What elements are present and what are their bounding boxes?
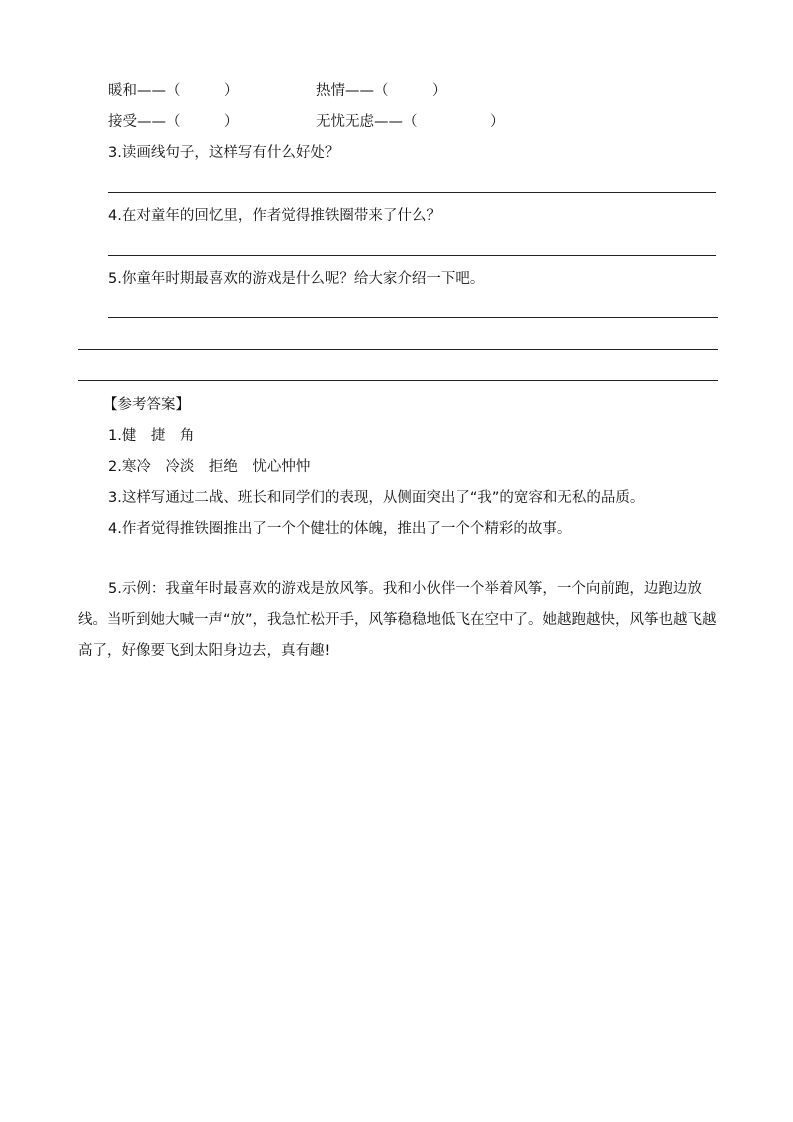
answer-4: 4.作者觉得推铁圈推出了一个个健壮的体魄，推出了一个个精彩的故事。: [108, 521, 572, 537]
answer-line-q5-2: [78, 349, 718, 350]
answer-2: 2.寒冷 冷淡 拒绝 忧心忡忡: [108, 459, 311, 475]
answer-1: 1.健 捷 角: [108, 428, 195, 444]
synonym-accept: 接受——（ ）: [108, 114, 239, 130]
answer-line-q3: [108, 192, 716, 193]
question-4: 4.在对童年的回忆里，作者觉得推铁圈带来了什么？: [108, 208, 441, 224]
answer-5-text: 5.示例：我童年时最喜欢的游戏是放风筝。我和小伙伴一个举着风筝，一个向前跑，边跑边放线。当听到她大喊一声“放”，我急忙松开手，风筝稳稳地低飞在空中了。她越跑越快，风筝也越飞越高了，好像要飞到太阳身边去，真有趣!: [78, 581, 717, 659]
synonym-enthusiastic: 热情——（ ）: [316, 83, 447, 99]
answer-line-q5-1: [108, 317, 718, 318]
question-5: 5.你童年时期最喜欢的游戏是什么呢？给大家介绍一下吧。: [108, 271, 485, 287]
answer-line-q5-3: [78, 380, 718, 381]
synonym-carefree: 无忧无虑——（ ）: [316, 114, 505, 130]
question-3: 3.读画线句子，这样写有什么好处？: [108, 145, 340, 161]
synonym-warm: 暖和——（ ）: [108, 83, 239, 99]
answer-line-q4: [108, 255, 716, 256]
answers-heading: 【参考答案】: [103, 397, 190, 413]
answer-5: [78, 574, 720, 667]
answer-3: 3.这样写通过二战、班长和同学们的表现，从侧面突出了“我”的宽容和无私的品质。: [108, 490, 645, 506]
